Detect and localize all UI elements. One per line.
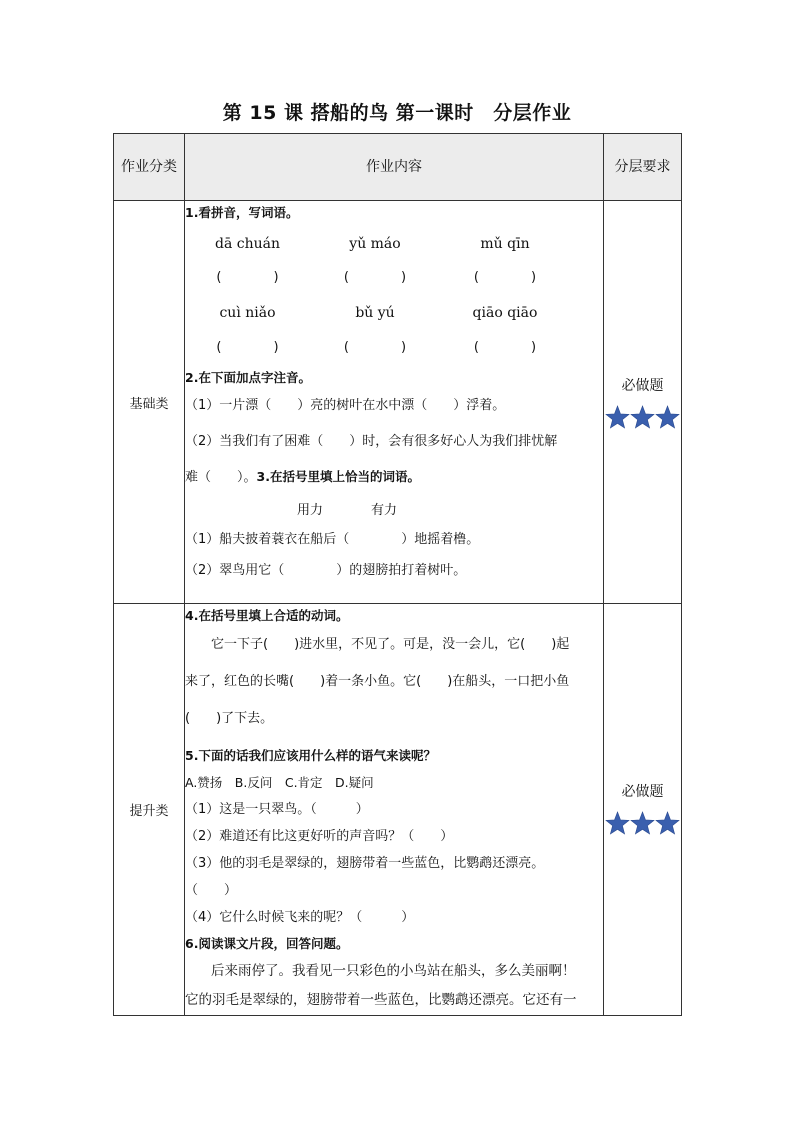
question-4-line-3: ( )了下去。 [185,711,274,726]
header-requirement: 分层要求 [604,134,682,201]
pinyin: cuì niǎo [219,305,276,321]
answer-blank[interactable]: ( ) [473,270,537,285]
star-rating [604,405,681,430]
answer-blank[interactable]: ( ) [216,340,279,355]
question-2-line-2: （2）当我们有了困难（ ）时，会有很多好心人为我们排忧解 [185,434,558,449]
star-icon [605,405,630,430]
question-3-title: 3.在括号里填上恰当的词语。 [256,469,420,484]
pinyin-row-2 [185,298,603,328]
bracket-row-1 [185,260,603,296]
header-category: 作业分类 [114,134,185,201]
table-row [114,201,682,604]
pinyin: qiāo qiāo [472,305,538,321]
star-icon [630,811,655,836]
pinyin: dā chuán [215,236,280,252]
question-2-line-3 [185,460,603,496]
word-option: 有力 [371,503,398,518]
question-2-line-1: （1）一片漂（ ）亮的树叶在水中漂（ ）浮着。 [185,398,506,413]
category-basic: 基础类 [114,201,185,604]
question-6-title: 6.阅读课文片段，回答问题。 [185,936,349,951]
pinyin: mǔ qīn [480,236,530,252]
word-choices [185,496,603,526]
table-header-row [114,134,682,201]
star-icon [630,405,655,430]
question-4-line-1: 它一下子( )进水里，不见了。可是，没一会儿，它( )起 [211,637,570,652]
question-4-line-2: 来了，红色的长嘴( )着一条小鱼。它( )在船头，一口把小鱼 [185,674,570,689]
pinyin: yǔ máo [349,236,401,252]
question-5-line-3: （3）他的羽毛是翠绿的，翅膀带着一些蓝色，比鹦鹉还漂亮。 [185,856,545,871]
question-6-line-1: 后来雨停了。我看见一只彩色的小鸟站在船头，多么美丽啊！ [211,963,576,979]
bracket-row-2 [185,330,603,366]
star-rating [604,811,681,836]
star-icon [655,811,680,836]
content-basic [185,201,604,604]
answer-blank[interactable]: ( ) [343,270,407,285]
category-advanced: 提升类 [114,604,185,1016]
star-icon [605,811,630,836]
question-5-line-2: （2）难道还有比这更好听的声音吗？（ ） [185,829,454,844]
question-6-line-2: 它的羽毛是翠绿的，翅膀带着一些蓝色，比鹦鹉还漂亮。它还有一 [185,992,577,1008]
requirement-label: 必做题 [621,378,664,394]
question-1-title: 1.看拼音，写词语。 [185,205,299,220]
pinyin-row-1 [185,229,603,259]
requirement-basic [604,201,682,604]
question-3-line-2: （2）翠鸟用它（ ）的翅膀拍打着树叶。 [185,563,467,578]
answer-blank[interactable]: ( ) [216,270,279,285]
page-title: 第 15 课 搭船的鸟 第一课时 分层作业 [222,102,572,124]
question-4-title: 4.在括号里填上合适的动词。 [185,608,349,623]
question-5-title: 5.下面的话我们应该用什么样的语气来读呢？ [185,748,436,763]
table-row [114,604,682,1016]
requirement-label: 必做题 [621,784,664,800]
homework-table [113,133,682,1016]
header-content: 作业内容 [185,134,604,201]
question-2-title: 2.在下面加点字注音。 [185,370,311,385]
word-option: 用力 [297,503,324,518]
answer-blank[interactable]: ( ) [473,340,537,355]
question-5-line-1: （1）这是一只翠鸟。（ ） [185,802,369,817]
star-icon [655,405,680,430]
answer-blank[interactable]: ( ) [343,340,407,355]
question-5-line-4: （4）它什么时候飞来的呢？（ ） [185,910,415,925]
content-advanced [185,604,604,1016]
question-3-line-1: （1）船夫披着蓑衣在船后（ ）地摇着橹。 [185,532,480,547]
question-5-line-3b: （ ） [185,883,238,898]
question-2-line-3-text: 难（ ）。 [185,470,257,485]
question-5-options: A.赞扬 B.反问 C.肯定 D.疑问 [185,775,374,790]
requirement-advanced [604,604,682,1016]
pinyin: bǔ yú [355,305,395,321]
